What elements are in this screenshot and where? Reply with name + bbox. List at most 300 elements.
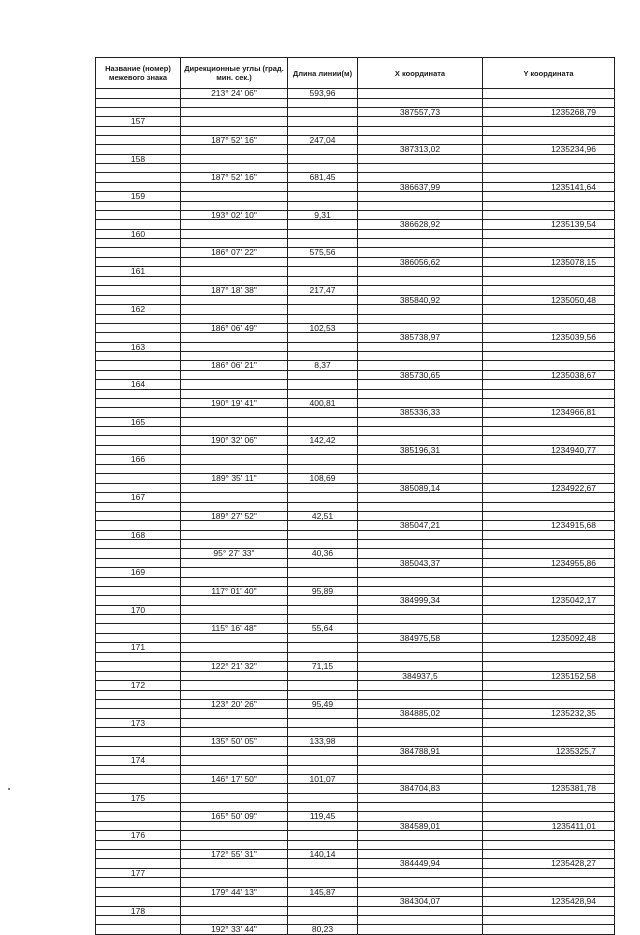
line-length-cell [288, 117, 358, 127]
directional-angle-cell [181, 98, 288, 107]
directional-angle-cell [181, 671, 288, 681]
directional-angle-cell [181, 408, 288, 418]
point-name-cell: 162 [96, 305, 181, 315]
y-coordinate-cell [483, 812, 615, 822]
x-coordinate-cell [358, 868, 483, 878]
point-name-cell [96, 549, 181, 559]
table-row [96, 586, 615, 596]
point-name-cell [96, 887, 181, 897]
y-coordinate-cell [483, 417, 615, 427]
table-row [96, 201, 615, 210]
table-row [96, 728, 615, 737]
point-name-cell [96, 699, 181, 709]
line-length-cell: 400,81 [288, 398, 358, 408]
y-coordinate-cell [483, 389, 615, 398]
point-name-cell: 177 [96, 868, 181, 878]
line-length-cell [288, 568, 358, 578]
line-length-cell [288, 690, 358, 699]
point-name-cell [96, 408, 181, 418]
x-coordinate-cell [358, 774, 483, 784]
line-length-cell [288, 145, 358, 155]
y-coordinate-cell [483, 239, 615, 248]
directional-angle-cell [181, 295, 288, 305]
point-name-cell [96, 436, 181, 446]
x-coordinate-cell [358, 511, 483, 521]
directional-angle-cell: 117° 01' 40" [181, 586, 288, 596]
y-coordinate-cell: 1235078,15 [483, 257, 615, 267]
point-name-cell [96, 126, 181, 135]
x-coordinate-cell: 387313,02 [358, 145, 483, 155]
y-coordinate-cell [483, 229, 615, 239]
directional-angle-cell [181, 521, 288, 531]
x-coordinate-cell [358, 248, 483, 258]
x-coordinate-cell: 384788,91 [358, 746, 483, 756]
header-point-name: Название (номер) межевого знака [96, 58, 181, 89]
y-coordinate-cell: 1235325,7 [483, 746, 615, 756]
x-coordinate-cell [358, 89, 483, 99]
table-row [96, 398, 615, 408]
table-row [96, 192, 615, 202]
table-row [96, 737, 615, 747]
x-coordinate-cell: 384885,02 [358, 709, 483, 719]
directional-angle-cell [181, 540, 288, 549]
point-name-cell: 175 [96, 793, 181, 803]
x-coordinate-cell [358, 154, 483, 164]
line-length-cell [288, 803, 358, 812]
directional-angle-cell [181, 389, 288, 398]
table-row [96, 671, 615, 681]
x-coordinate-cell [358, 98, 483, 107]
table-row [96, 89, 615, 99]
x-coordinate-cell [358, 643, 483, 653]
x-coordinate-cell: 386628,92 [358, 220, 483, 230]
point-name-cell: 178 [96, 906, 181, 916]
directional-angle-cell [181, 370, 288, 380]
line-length-cell [288, 126, 358, 135]
table-row [96, 445, 615, 455]
directional-angle-cell: 193° 02' 10" [181, 210, 288, 220]
point-name-cell: 172 [96, 681, 181, 691]
directional-angle-cell: 95° 27' 33" [181, 549, 288, 559]
x-coordinate-cell [358, 765, 483, 774]
table-row [96, 868, 615, 878]
point-name-cell [96, 483, 181, 493]
x-coordinate-cell: 385336,33 [358, 408, 483, 418]
line-length-cell: 119,45 [288, 812, 358, 822]
directional-angle-cell [181, 107, 288, 117]
table-row [96, 511, 615, 521]
point-name-cell [96, 615, 181, 624]
x-coordinate-cell [358, 586, 483, 596]
y-coordinate-cell: 1235039,56 [483, 333, 615, 343]
table-row [96, 887, 615, 897]
point-name-cell [96, 182, 181, 192]
directional-angle-cell [181, 859, 288, 869]
x-coordinate-cell [358, 380, 483, 390]
directional-angle-cell: 123° 20' 26" [181, 699, 288, 709]
header-line-length: Длина линии(м) [288, 58, 358, 89]
line-length-cell [288, 681, 358, 691]
x-coordinate-cell [358, 681, 483, 691]
y-coordinate-cell [483, 718, 615, 728]
line-length-cell [288, 380, 358, 390]
x-coordinate-cell: 385089,14 [358, 483, 483, 493]
table-row [96, 681, 615, 691]
y-coordinate-cell [483, 493, 615, 503]
line-length-cell [288, 408, 358, 418]
y-coordinate-cell [483, 699, 615, 709]
directional-angle-cell [181, 643, 288, 653]
table-row [96, 521, 615, 531]
table-header-row [96, 58, 615, 89]
table-row [96, 145, 615, 155]
y-coordinate-cell: 1234955,86 [483, 558, 615, 568]
table-row [96, 793, 615, 803]
directional-angle-cell [181, 333, 288, 343]
table-row [96, 925, 615, 935]
point-name-cell [96, 558, 181, 568]
table-row [96, 408, 615, 418]
y-coordinate-cell [483, 154, 615, 164]
table-row [96, 662, 615, 672]
line-length-cell [288, 483, 358, 493]
y-coordinate-cell [483, 681, 615, 691]
y-coordinate-cell [483, 765, 615, 774]
point-name-cell [96, 916, 181, 925]
point-name-cell: 160 [96, 229, 181, 239]
point-name-cell: 167 [96, 493, 181, 503]
line-length-cell: 133,98 [288, 737, 358, 747]
table-row [96, 427, 615, 436]
table-row [96, 493, 615, 503]
x-coordinate-cell [358, 126, 483, 135]
directional-angle-cell: 187° 18' 38" [181, 286, 288, 296]
directional-angle-cell [181, 784, 288, 794]
x-coordinate-cell: 385047,21 [358, 521, 483, 531]
line-length-cell [288, 493, 358, 503]
table-row [96, 455, 615, 465]
y-coordinate-cell: 1235234,96 [483, 145, 615, 155]
directional-angle-cell [181, 718, 288, 728]
y-coordinate-cell [483, 455, 615, 465]
point-name-cell [96, 286, 181, 296]
table-row [96, 361, 615, 371]
y-coordinate-cell [483, 474, 615, 484]
line-length-cell [288, 615, 358, 624]
table-row [96, 333, 615, 343]
y-coordinate-cell: 1235381,78 [483, 784, 615, 794]
line-length-cell [288, 192, 358, 202]
y-coordinate-cell [483, 756, 615, 766]
header-x-coordinate: X координата [358, 58, 483, 89]
x-coordinate-cell [358, 718, 483, 728]
y-coordinate-cell: 1234915,68 [483, 521, 615, 531]
table-row [96, 690, 615, 699]
line-length-cell [288, 229, 358, 239]
table-row [96, 596, 615, 606]
table-row [96, 906, 615, 916]
table-row [96, 549, 615, 559]
table-row [96, 878, 615, 887]
table-row [96, 417, 615, 427]
table-row [96, 849, 615, 859]
point-name-cell [96, 690, 181, 699]
x-coordinate-cell: 384704,83 [358, 784, 483, 794]
table-row [96, 98, 615, 107]
point-name-cell [96, 925, 181, 935]
point-name-cell [96, 89, 181, 99]
x-coordinate-cell [358, 906, 483, 916]
x-coordinate-cell [358, 793, 483, 803]
point-name-cell [96, 502, 181, 511]
line-length-cell [288, 784, 358, 794]
point-name-cell: 166 [96, 455, 181, 465]
line-length-cell [288, 521, 358, 531]
point-name-cell [96, 849, 181, 859]
y-coordinate-cell [483, 361, 615, 371]
x-coordinate-cell [358, 624, 483, 634]
table-row [96, 577, 615, 586]
directional-angle-cell [181, 220, 288, 230]
point-name-cell [96, 596, 181, 606]
table-row [96, 229, 615, 239]
directional-angle-cell [181, 868, 288, 878]
line-length-cell: 80,23 [288, 925, 358, 935]
directional-angle-cell: 187° 52' 16" [181, 173, 288, 183]
y-coordinate-cell [483, 568, 615, 578]
line-length-cell [288, 333, 358, 343]
y-coordinate-cell: 1234940,77 [483, 445, 615, 455]
line-length-cell [288, 530, 358, 540]
point-name-cell [96, 662, 181, 672]
directional-angle-cell [181, 229, 288, 239]
point-name-cell [96, 164, 181, 173]
point-name-cell [96, 671, 181, 681]
y-coordinate-cell [483, 323, 615, 333]
table-row [96, 173, 615, 183]
y-coordinate-cell [483, 615, 615, 624]
point-name-cell: 159 [96, 192, 181, 202]
point-name-cell [96, 352, 181, 361]
directional-angle-cell: 213° 24' 06" [181, 89, 288, 99]
y-coordinate-cell [483, 774, 615, 784]
table-row [96, 474, 615, 484]
point-name-cell [96, 878, 181, 887]
point-name-cell: 165 [96, 417, 181, 427]
table-row [96, 784, 615, 794]
table-row [96, 286, 615, 296]
y-coordinate-cell [483, 624, 615, 634]
line-length-cell: 593,96 [288, 89, 358, 99]
x-coordinate-cell: 385043,37 [358, 558, 483, 568]
directional-angle-cell: 186° 06' 49" [181, 323, 288, 333]
x-coordinate-cell [358, 568, 483, 578]
y-coordinate-cell [483, 690, 615, 699]
point-name-cell [96, 774, 181, 784]
line-length-cell [288, 267, 358, 277]
x-coordinate-cell [358, 849, 483, 859]
x-coordinate-cell [358, 323, 483, 333]
point-name-cell [96, 586, 181, 596]
x-coordinate-cell [358, 455, 483, 465]
point-name-cell [96, 135, 181, 145]
table-row [96, 502, 615, 511]
point-name-cell [96, 624, 181, 634]
line-length-cell [288, 765, 358, 774]
point-name-cell: 170 [96, 605, 181, 615]
directional-angle-cell [181, 615, 288, 624]
y-coordinate-cell: 1235152,58 [483, 671, 615, 681]
line-length-cell: 102,53 [288, 323, 358, 333]
point-name-cell: 169 [96, 568, 181, 578]
directional-angle-cell [181, 652, 288, 661]
point-name-cell [96, 248, 181, 258]
line-length-cell [288, 821, 358, 831]
table-row [96, 605, 615, 615]
y-coordinate-cell [483, 352, 615, 361]
x-coordinate-cell: 384975,58 [358, 633, 483, 643]
point-name-cell [96, 427, 181, 436]
x-coordinate-cell [358, 690, 483, 699]
directional-angle-cell [181, 257, 288, 267]
directional-angle-cell [181, 154, 288, 164]
y-coordinate-cell [483, 342, 615, 352]
y-coordinate-cell [483, 398, 615, 408]
table-row [96, 352, 615, 361]
x-coordinate-cell [358, 135, 483, 145]
x-coordinate-cell [358, 239, 483, 248]
line-length-cell [288, 746, 358, 756]
x-coordinate-cell: 386637,99 [358, 182, 483, 192]
line-length-cell [288, 868, 358, 878]
point-name-cell [96, 257, 181, 267]
directional-angle-cell: 115° 16' 48" [181, 624, 288, 634]
y-coordinate-cell [483, 831, 615, 841]
directional-angle-cell: 190° 19' 41" [181, 398, 288, 408]
x-coordinate-cell [358, 276, 483, 285]
table-row [96, 389, 615, 398]
y-coordinate-cell: 1235428,94 [483, 897, 615, 907]
directional-angle-cell [181, 126, 288, 135]
x-coordinate-cell [358, 286, 483, 296]
table-row [96, 859, 615, 869]
x-coordinate-cell [358, 549, 483, 559]
line-length-cell: 40,36 [288, 549, 358, 559]
y-coordinate-cell [483, 380, 615, 390]
directional-angle-cell [181, 314, 288, 323]
x-coordinate-cell [358, 314, 483, 323]
directional-angle-cell: 172° 55' 31" [181, 849, 288, 859]
point-name-cell [96, 652, 181, 661]
table-row [96, 182, 615, 192]
line-length-cell [288, 370, 358, 380]
point-name-cell [96, 314, 181, 323]
x-coordinate-cell [358, 803, 483, 812]
directional-angle-cell [181, 709, 288, 719]
point-name-cell [96, 276, 181, 285]
x-coordinate-cell [358, 728, 483, 737]
table-row [96, 812, 615, 822]
y-coordinate-cell: 1235042,17 [483, 596, 615, 606]
line-length-cell: 575,56 [288, 248, 358, 258]
x-coordinate-cell [358, 436, 483, 446]
y-coordinate-cell [483, 173, 615, 183]
point-name-cell [96, 295, 181, 305]
line-length-cell [288, 182, 358, 192]
x-coordinate-cell [358, 352, 483, 361]
table-row [96, 370, 615, 380]
boundary-coordinates-table [95, 57, 615, 935]
y-coordinate-cell [483, 464, 615, 473]
line-length-cell [288, 540, 358, 549]
x-coordinate-cell [358, 267, 483, 277]
line-length-cell [288, 709, 358, 719]
y-coordinate-cell [483, 652, 615, 661]
directional-angle-cell [181, 840, 288, 849]
line-length-cell [288, 633, 358, 643]
x-coordinate-cell [358, 493, 483, 503]
directional-angle-cell [181, 483, 288, 493]
y-coordinate-cell: 1235038,67 [483, 370, 615, 380]
y-coordinate-cell [483, 530, 615, 540]
directional-angle-cell [181, 342, 288, 352]
table-row [96, 239, 615, 248]
table-row [96, 615, 615, 624]
y-coordinate-cell: 1235428,27 [483, 859, 615, 869]
line-length-cell: 9,31 [288, 210, 358, 220]
table-row [96, 558, 615, 568]
directional-angle-cell [181, 690, 288, 699]
x-coordinate-cell [358, 474, 483, 484]
y-coordinate-cell: 1235268,79 [483, 107, 615, 117]
line-length-cell [288, 154, 358, 164]
x-coordinate-cell [358, 577, 483, 586]
y-coordinate-cell [483, 916, 615, 925]
x-coordinate-cell [358, 164, 483, 173]
table-row [96, 699, 615, 709]
line-length-cell [288, 427, 358, 436]
point-name-cell [96, 107, 181, 117]
y-coordinate-cell [483, 549, 615, 559]
line-length-cell: 217,47 [288, 286, 358, 296]
directional-angle-cell [181, 455, 288, 465]
point-name-cell: 176 [96, 831, 181, 841]
point-name-cell [96, 521, 181, 531]
x-coordinate-cell [358, 812, 483, 822]
directional-angle-cell [181, 728, 288, 737]
table-row [96, 718, 615, 728]
directional-angle-cell: 165° 50' 09" [181, 812, 288, 822]
y-coordinate-cell [483, 511, 615, 521]
directional-angle-cell [181, 906, 288, 916]
x-coordinate-cell [358, 615, 483, 624]
table-row [96, 774, 615, 784]
point-name-cell [96, 464, 181, 473]
line-length-cell: 247,04 [288, 135, 358, 145]
line-length-cell [288, 295, 358, 305]
directional-angle-cell: 186° 06' 21" [181, 361, 288, 371]
x-coordinate-cell [358, 605, 483, 615]
table-row [96, 210, 615, 220]
line-length-cell [288, 220, 358, 230]
x-coordinate-cell [358, 361, 483, 371]
x-coordinate-cell [358, 756, 483, 766]
line-length-cell [288, 643, 358, 653]
y-coordinate-cell: 1235092,48 [483, 633, 615, 643]
point-name-cell [96, 577, 181, 586]
point-name-cell: 158 [96, 154, 181, 164]
point-name-cell [96, 746, 181, 756]
